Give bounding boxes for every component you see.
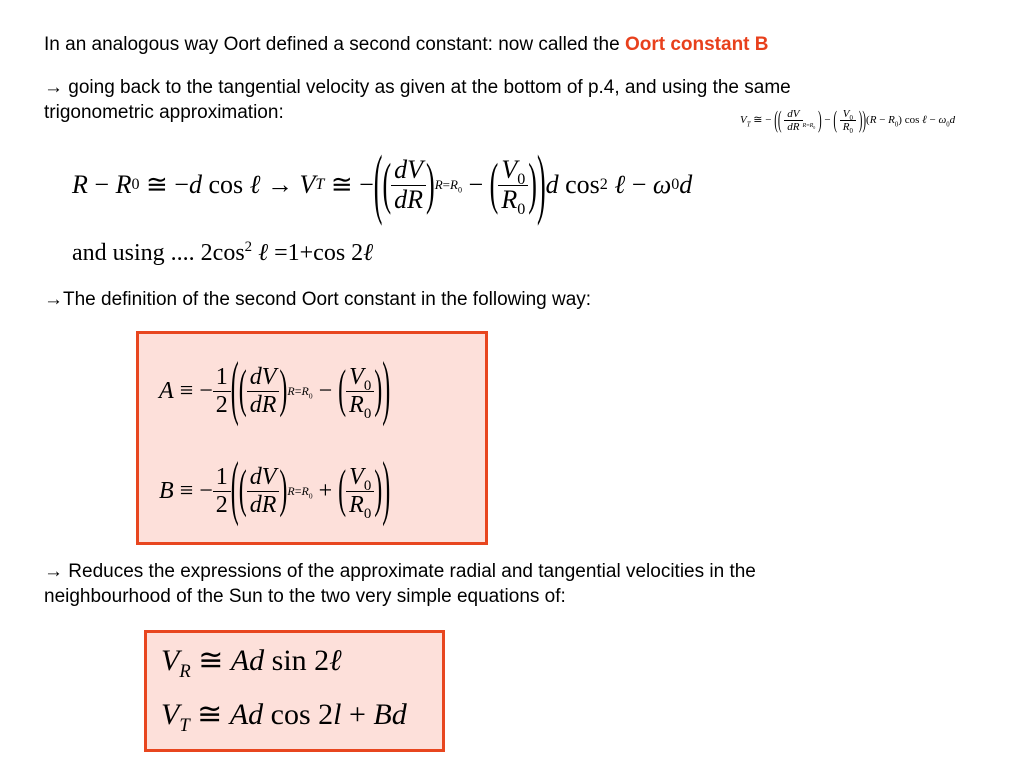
b-symbol: B [159,477,174,504]
vt-equation: $V_T$ ≅ Ad cos 2l + Bd [161,698,407,736]
line-definition [44,288,591,312]
reduces-text: Reduces the expressions of the approximate radial and tangential velocities in the [63,561,756,582]
arrow-right-icon: → [44,561,63,582]
vt-approx-equation: R − R 0 ≅ − d cos ℓ → V T ≅ − ( ( $\frac{dV}{dR}$ ) $R=R_0$ − ( $\frac{V_0}{R_0}$ ) ) d cos 2 ℓ − ω 0 d [72,140,693,227]
a-symbol: A [159,377,174,404]
intro-text: In an analogous way Oort defined a second constant: now called the [44,34,625,55]
oort-constants-box [136,331,488,545]
and-using-text: and using .... [72,240,195,266]
arrow-right-icon: → [44,77,63,98]
oort-constant-b-highlight: Oort constant B [624,34,769,55]
line-tangential [44,76,791,100]
vr-equation: $V_R$ ≅ Ad sin 2ℓ [161,644,342,682]
oort-b-definition: B ≡ − $\frac{1}{2}$ ( ( $\frac{dV}{dR}$ ) $R=R_0$ + ( $\frac{V_0}{R_0}$ ) ) [159,450,391,529]
and-using-identity: and using .... $2\cos^2$ ℓ =1+cos 2ℓ [72,239,374,266]
line-trig: trigonometric approximation: [44,102,284,123]
velocity-equations-box [144,630,445,752]
line-reduces [44,560,756,584]
arrow-right-icon: → [44,289,63,310]
line-neighbourhood: neighbourhood of the Sun to the two very simple equations of: [44,586,566,607]
vr-symbol: V [161,644,180,677]
vt-symbol: V [161,698,180,731]
tangential-text: going back to the tangential velocity as given at the bottom of p.4, and using the same [63,77,791,98]
line-intro [44,33,769,57]
oort-a-definition: A ≡ − $\frac{1}{2}$ ( ( $\frac{dV}{dR}$ ) $R=R_0$ − ( $\frac{V_0}{R_0}$ ) ) [159,350,391,429]
small-vt-equation: $V_T$ ≅ − (( $\frac{dV}{dR}$ $_{R=R_0}$ ) − ( $\frac{V_0}{R_0}$ ))$(R - R_0)$ cos ℓ − $\omega_0d$ [740,107,956,136]
definition-text: The definition of the second Oort constant in the following way: [63,289,592,310]
